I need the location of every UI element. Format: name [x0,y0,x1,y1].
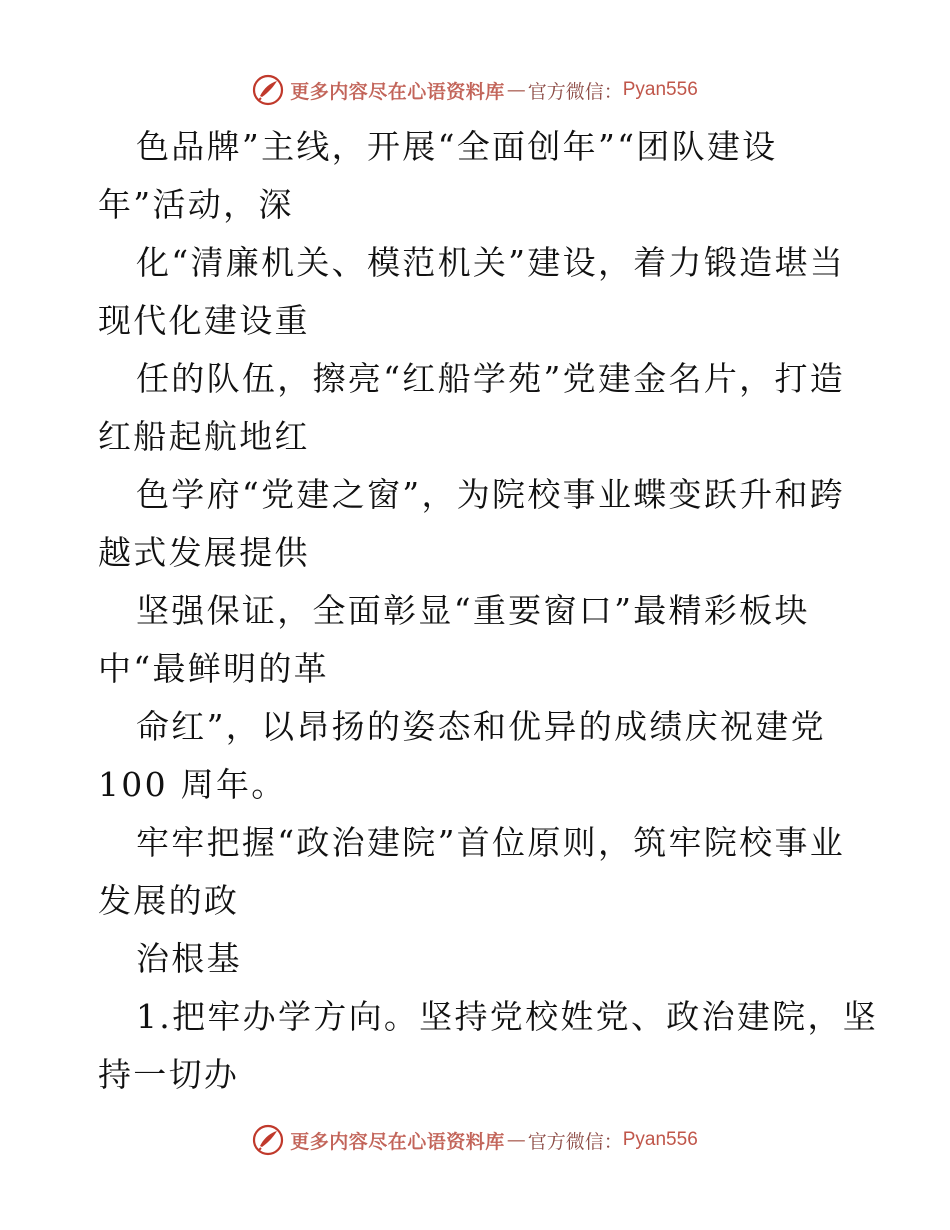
header-banner [0,70,950,110]
text-line: 年”活动，深 [98,185,294,224]
text-line: 100 周年。 [98,765,287,804]
text-line: 越式发展提供 [98,533,310,572]
text-line: 持一切办 [98,1055,240,1094]
text-line: 色品牌”主线，开展“全面创年”“团队建设 [136,127,778,166]
document-body [98,118,879,1104]
footer-site-text: 更多内容尽在心语资料库 [290,1130,505,1153]
footer-wechat-label: 官方微信： [527,1130,623,1153]
text-line: 发展的政 [98,881,240,920]
text-line: 任的队伍，擦亮“红船学苑”党建金名片，打造 [136,359,846,398]
footer-wechat-id: Pyan556 [622,1129,698,1150]
text-line: 现代化建设重 [98,301,310,340]
text-line: 治根基 [136,939,242,978]
text-line: 1.把牢办学方向。坚持党校姓党、政治建院，坚 [136,997,879,1036]
text-line: 命红”，以昂扬的姿态和优异的成绩庆祝建党 [136,707,826,746]
text-line: 坚强保证，全面彰显“重要窗口”最精彩板块 [136,591,810,630]
text-line: 牢牢把握“政治建院”首位原则，筑牢院校事业 [136,823,846,862]
header-wechat-label: 官方微信： [527,80,623,103]
text-line: 化“清廉机关、模范机关”建设，着力锻造堪当 [136,243,846,282]
red-quill-logo-icon [252,74,284,106]
red-quill-logo-icon [252,1124,284,1156]
header-dash: — [506,79,526,101]
header-site-text: 更多内容尽在心语资料库 [290,80,505,103]
text-line: 中“最鲜明的革 [98,649,329,688]
footer-banner [0,1120,950,1160]
text-line: 色学府“党建之窗”，为院校事业蝶变跃升和跨 [136,475,846,514]
footer-dash: — [506,1129,526,1151]
text-line: 红船起航地红 [98,417,310,456]
header-wechat-id: Pyan556 [622,79,698,100]
